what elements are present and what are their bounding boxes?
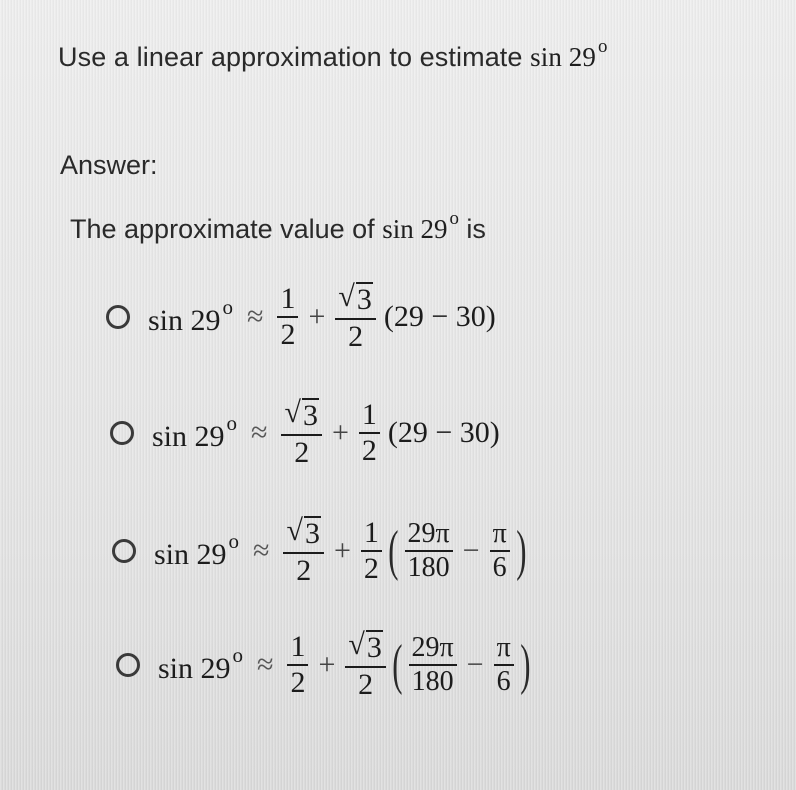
fraction-one-half — [287, 629, 308, 699]
degree-symbol: o — [222, 295, 234, 320]
answer-intro-expr: sin 29 — [382, 214, 448, 245]
numerator: 1 — [359, 400, 380, 434]
plus-sign: + — [308, 299, 326, 333]
sqrt-symbol: √ — [338, 280, 355, 313]
right-paren: ) — [515, 519, 527, 582]
sqrt-symbol: √ — [348, 628, 365, 661]
denominator: 180 — [407, 551, 450, 583]
denominator: 6 — [496, 665, 511, 697]
difference-term: (29 − 30) — [383, 299, 496, 333]
fraction-sqrt3-over-2 — [335, 282, 375, 352]
sqrt-icon — [338, 282, 372, 316]
approx-symbol: ≈ — [251, 415, 268, 449]
radio-button[interactable] — [112, 539, 136, 563]
left-paren: ( — [392, 633, 403, 696]
lhs-text: sin 29 — [158, 652, 231, 686]
denominator: 2 — [290, 665, 306, 699]
minus-sign: − — [466, 647, 484, 681]
sqrt-symbol: √ — [284, 396, 301, 429]
numerator: π — [490, 520, 510, 552]
radicand: 3 — [356, 283, 372, 316]
answer-option-4[interactable] — [116, 630, 534, 700]
answer-intro — [70, 208, 486, 245]
denominator: 180 — [411, 665, 454, 697]
denominator: 2 — [358, 667, 374, 701]
answer-label: Answer: — [60, 150, 158, 180]
numerator: 1 — [277, 284, 298, 318]
right-paren: ) — [519, 633, 531, 696]
answer-intro-prefix: The approximate value of — [70, 214, 383, 245]
fraction-sqrt3-over-2 — [345, 630, 385, 700]
left-paren: ( — [388, 519, 399, 582]
fraction-one-half — [277, 281, 298, 351]
numerator — [281, 398, 321, 436]
denominator: 2 — [280, 317, 296, 351]
plus-sign: + — [331, 415, 349, 449]
lhs-text: sin 29 — [154, 538, 227, 572]
sqrt-icon — [286, 516, 320, 550]
radicand: 3 — [304, 517, 320, 550]
sqrt-icon — [284, 398, 318, 432]
question-expression — [530, 36, 608, 73]
option-expression — [154, 516, 530, 586]
degree-symbol: o — [232, 643, 244, 668]
sqrt-icon — [348, 630, 382, 664]
plus-sign: + — [333, 533, 351, 567]
lhs-text: sin 29 — [152, 420, 225, 454]
radicand: 3 — [366, 631, 382, 664]
numerator: 29π — [405, 520, 453, 552]
fraction-pi-over-6 — [490, 517, 510, 583]
denominator: 6 — [492, 551, 507, 583]
degree-symbol: o — [228, 529, 240, 554]
plus-sign: + — [318, 647, 336, 681]
radio-button[interactable] — [116, 653, 140, 677]
option-expression — [152, 398, 500, 468]
option-lhs — [158, 643, 243, 686]
numerator: 1 — [361, 518, 382, 552]
fraction-one-half — [359, 397, 380, 467]
numerator — [345, 630, 385, 668]
answer-option-1[interactable] — [106, 282, 496, 352]
answer-intro-suffix: is — [466, 214, 486, 245]
denominator: 2 — [294, 435, 310, 469]
radian-difference — [388, 631, 535, 697]
denominator: 2 — [296, 553, 312, 587]
question-prefix: Use a linear approximation to estimate — [58, 42, 531, 73]
approx-symbol: ≈ — [253, 533, 270, 567]
question-text — [58, 36, 608, 73]
radicand: 3 — [302, 399, 318, 432]
denominator: 2 — [348, 319, 364, 353]
radio-button[interactable] — [110, 421, 134, 445]
degree-symbol: o — [598, 36, 608, 57]
numerator — [283, 516, 323, 554]
fraction-one-half — [361, 515, 382, 585]
answer-option-2[interactable] — [110, 398, 500, 468]
approx-symbol: ≈ — [247, 299, 264, 333]
numerator — [335, 282, 375, 320]
option-expression — [158, 630, 534, 700]
option-expression — [148, 282, 496, 352]
option-lhs — [148, 295, 233, 338]
fraction-sqrt3-over-2 — [281, 398, 321, 468]
numerator: 29π — [409, 634, 457, 666]
sqrt-symbol: √ — [286, 514, 303, 547]
fraction-pi-over-6 — [494, 631, 514, 697]
difference-term: (29 − 30) — [387, 415, 500, 449]
answer-intro-expression — [382, 208, 459, 245]
radian-difference — [384, 517, 531, 583]
lhs-text: sin 29 — [148, 304, 221, 338]
option-lhs — [154, 529, 239, 572]
numerator: π — [494, 634, 514, 666]
denominator: 2 — [361, 433, 377, 467]
option-lhs — [152, 411, 237, 454]
fraction-29pi-over-180 — [405, 517, 453, 583]
question-expr: sin 29 — [530, 42, 596, 73]
fraction-29pi-over-180 — [409, 631, 457, 697]
answer-option-3[interactable] — [112, 516, 530, 586]
degree-symbol: o — [449, 208, 459, 229]
radio-button[interactable] — [106, 305, 130, 329]
fraction-sqrt3-over-2 — [283, 516, 323, 586]
numerator: 1 — [287, 632, 308, 666]
minus-sign: − — [462, 533, 480, 567]
approx-symbol: ≈ — [257, 647, 274, 681]
degree-symbol: o — [226, 411, 238, 436]
denominator: 2 — [363, 551, 379, 585]
